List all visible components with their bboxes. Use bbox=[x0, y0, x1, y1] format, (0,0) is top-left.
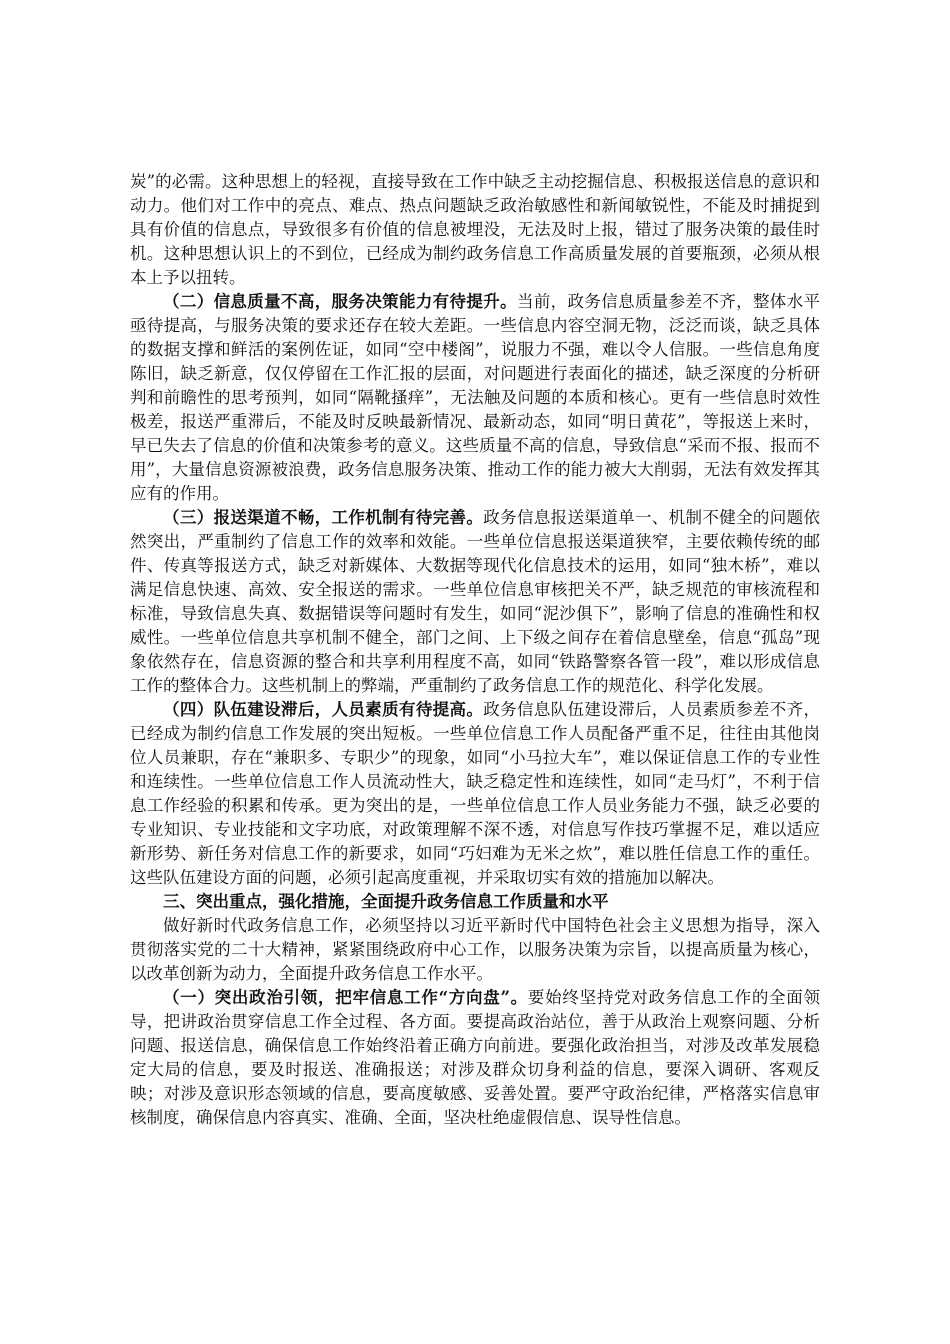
section-heading-political-guidance: （一）突出政治引领，把牢信息工作“方向盘”。 bbox=[163, 988, 528, 1007]
chapter-heading-three: 三、突出重点，强化措施，全面提升政务信息工作质量和水平 bbox=[163, 892, 609, 911]
paragraph-reporting-channels-body: 政务信息报送渠道单一、机制不健全的问题依然突出，严重制约了信息工作的效率和效能。一些单位信息报送渠道狭窄，主要依赖传统的邮件、传真等报送方式，缺乏对新媒体、大数据等现代化信息技术的运用，如同“独木桥”，难以满足信息快速、高效、安全报送的需求。一些单位信息审核把关不严，缺乏规范的审核流程和标准，导致信息失真、数据错误等问题时有发生，如同“泥沙俱下”，影响了信息的准确性和权威性。一些单位信息共享机制不健全，部门之间、上下级之间存在着信息壁垒，信息“孤岛”现象依然存在，信息资源的整合和共享利用程度不高，如同“铁路警察各管一段”，难以形成信息工作的整体合力。这些机制上的弊端，严重制约了政务信息工作的规范化、科学化发展。 bbox=[130, 508, 821, 695]
paragraph-political-guidance-body: 要始终坚持党对政务信息工作的全面领导，把讲政治贯穿信息工作全过程、各方面。要提高政治站位，善于从政治上观察问题、分析问题、报送信息，确保信息工作始终沿着正确方向前进。要强化政治担当，对涉及改革发展稳定大局的信息，要及时报送、准确报送；对涉及群众切身利益的信息，要深入调研、客观反映；对涉及意识形态领域的信息，要高度敏感、妥善处置。要严守政治纪律，严格落实信息审核制度，确保信息内容真实、准确、全面，坚决杜绝虚假信息、误导性信息。 bbox=[130, 988, 821, 1127]
paragraph-info-quality bbox=[130, 290, 820, 506]
paragraph-team-building bbox=[130, 698, 820, 890]
paragraph-chapter-intro: 做好新时代政务信息工作，必须坚持以习近平新时代中国特色社会主义思想为指导，深入贯彻落实党的二十大精神，紧紧围绕政府中心工作，以服务决策为宗旨，以提高质量为核心，以改革创新为动力，全面提升政务信息工作水平。 bbox=[130, 916, 820, 983]
paragraph-reporting-channels bbox=[130, 506, 820, 698]
document-body bbox=[130, 170, 820, 1130]
section-heading-info-quality: （二）信息质量不高，服务决策能力有待提升。 bbox=[163, 292, 517, 311]
section-heading-team-building: （四）队伍建设滞后，人员素质有待提高。 bbox=[163, 700, 484, 719]
section-heading-reporting-channels: （三）报送渠道不畅，工作机制有待完善。 bbox=[163, 508, 484, 527]
paragraph-info-quality-body: 当前，政务信息质量参差不齐，整体水平亟待提高，与服务决策的要求还存在较大差距。一些信息内容空洞无物，泛泛而谈，缺乏具体的数据支撑和鲜活的案例佐证，如同“空中楼阁”，说服力不强，难以令人信服。一些信息角度陈旧，缺乏新意，仅仅停留在工作汇报的层面，对问题进行表面化的描述，缺乏深度的分析研判和前瞻性的思考预判，如同“隔靴搔痒”，无法触及问题的本质和核心。更有一些信息时效性极差，报送严重滞后，不能及时反映最新情况、最新动态，如同“明日黄花”，等报送上来时，早已失去了信息的价值和决策参考的意义。这些质量不高的信息，导致信息“采而不报、报而不用”，大量信息资源被浪费，政务信息服务决策、推动工作的能力被大大削弱，无法有效发挥其应有的作用。 bbox=[130, 292, 821, 503]
paragraph-continuation: 炭”的必需。这种思想上的轻视，直接导致在工作中缺乏主动挖掘信息、积极报送信息的意识和动力。他们对工作中的亮点、难点、热点问题缺乏政治敏感性和新闻敏锐性，不能及时捕捉到具有价值的信息点，导致很多有价值的信息被埋没，无法及时上报，错过了服务决策的最佳时机。这种思想认识上的不到位，已经成为制约政务信息工作高质量发展的首要瓶颈，必须从根本上予以扭转。 bbox=[130, 172, 820, 287]
paragraph-political-guidance bbox=[130, 986, 820, 1130]
paragraph-team-building-body: 政务信息队伍建设滞后，人员素质参差不齐，已经成为制约信息工作发展的突出短板。一些单位信息工作人员配备严重不足，往往由其他岗位人员兼职，存在“兼职多、专职少”的现象，如同“小马拉大车”，难以保证信息工作的专业性和连续性。一些单位信息工作人员流动性大，缺乏稳定性和连续性，如同“走马灯”，不利于信息工作经验的积累和传承。更为突出的是，一些单位信息工作人员业务能力不强，缺乏必要的专业知识、专业技能和文字功底，对政策理解不深不透，对信息写作技巧掌握不足，难以适应新形势、新任务对信息工作的新要求，如同“巧妇难为无米之炊”，难以胜任信息工作的重任。这些队伍建设方面的问题，必须引起高度重视，并采取切实有效的措施加以解决。 bbox=[130, 700, 821, 887]
